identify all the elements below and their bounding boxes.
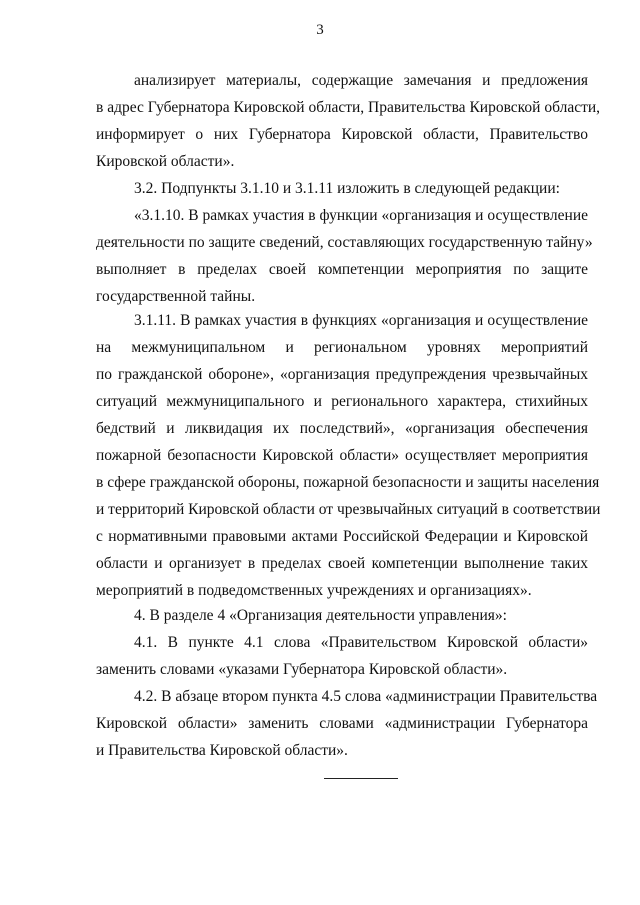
text-line: 3.2. Подпункты 3.1.10 и 3.1.11 изложить в следующей редакции: (134, 180, 560, 197)
text-line: и Правительства Кировской области». (96, 742, 348, 759)
page-number: 3 (316, 22, 324, 38)
text-line: Кировской области» заменить словами «администрации Губернатора (96, 715, 588, 732)
text-line: 4.2. В абзаце втором пункта 4.5 слова «администрации Правительства (134, 688, 598, 705)
text-line: анализирует материалы, содержащие замечания и предложения (134, 72, 588, 89)
text-line: в адрес Губернатора Кировской области, Правительства Кировской области, (96, 99, 601, 116)
closing-rule (324, 778, 398, 779)
text-line: 4. В разделе 4 «Организация деятельности управления»: (134, 607, 507, 624)
text-line: 3.1.11. В рамках участия в функциях «организация и осуществление (134, 312, 588, 329)
text-line: с нормативными правовыми актами Российской Федерации и Кировской (96, 528, 588, 545)
text-line: информирует о них Губернатора Кировской области, Правительство (96, 126, 588, 143)
text-line: и территорий Кировской области от чрезвычайных ситуаций в соответствии (96, 501, 601, 518)
text-line: деятельности по защите сведений, составляющих государственную тайну» (96, 234, 593, 251)
text-line: Кировской области». (96, 153, 235, 170)
text-line: государственной тайны. (96, 288, 256, 305)
text-line: ситуаций межмуниципального и регионального характера, стихийных (96, 393, 588, 410)
text-line: в сфере гражданской обороны, пожарной безопасности и защиты населения (96, 474, 600, 491)
text-line: мероприятий в подведомственных учреждениях и организациях». (96, 582, 532, 599)
text-line: пожарной безопасности Кировской области» осуществляет мероприятия (96, 447, 588, 464)
text-line: 4.1. В пункте 4.1 слова «Правительством Кировской области» (134, 634, 588, 651)
text-line: заменить словами «указами Губернатора Кировской области». (96, 661, 508, 678)
text-line: «3.1.10. В рамках участия в функции «организация и осуществление (134, 207, 588, 224)
text-line: по гражданской обороне», «организация предупреждения чрезвычайных (96, 366, 588, 383)
text-line: бедствий и ликвидация их последствий», «организация обеспечения (96, 420, 588, 437)
text-line: на межмуниципальном и региональном уровнях мероприятий (96, 339, 588, 356)
text-line: выполняет в пределах своей компетенции мероприятия по защите (96, 261, 588, 278)
text-line: области и организует в пределах своей компетенции выполнение таких (96, 555, 588, 572)
